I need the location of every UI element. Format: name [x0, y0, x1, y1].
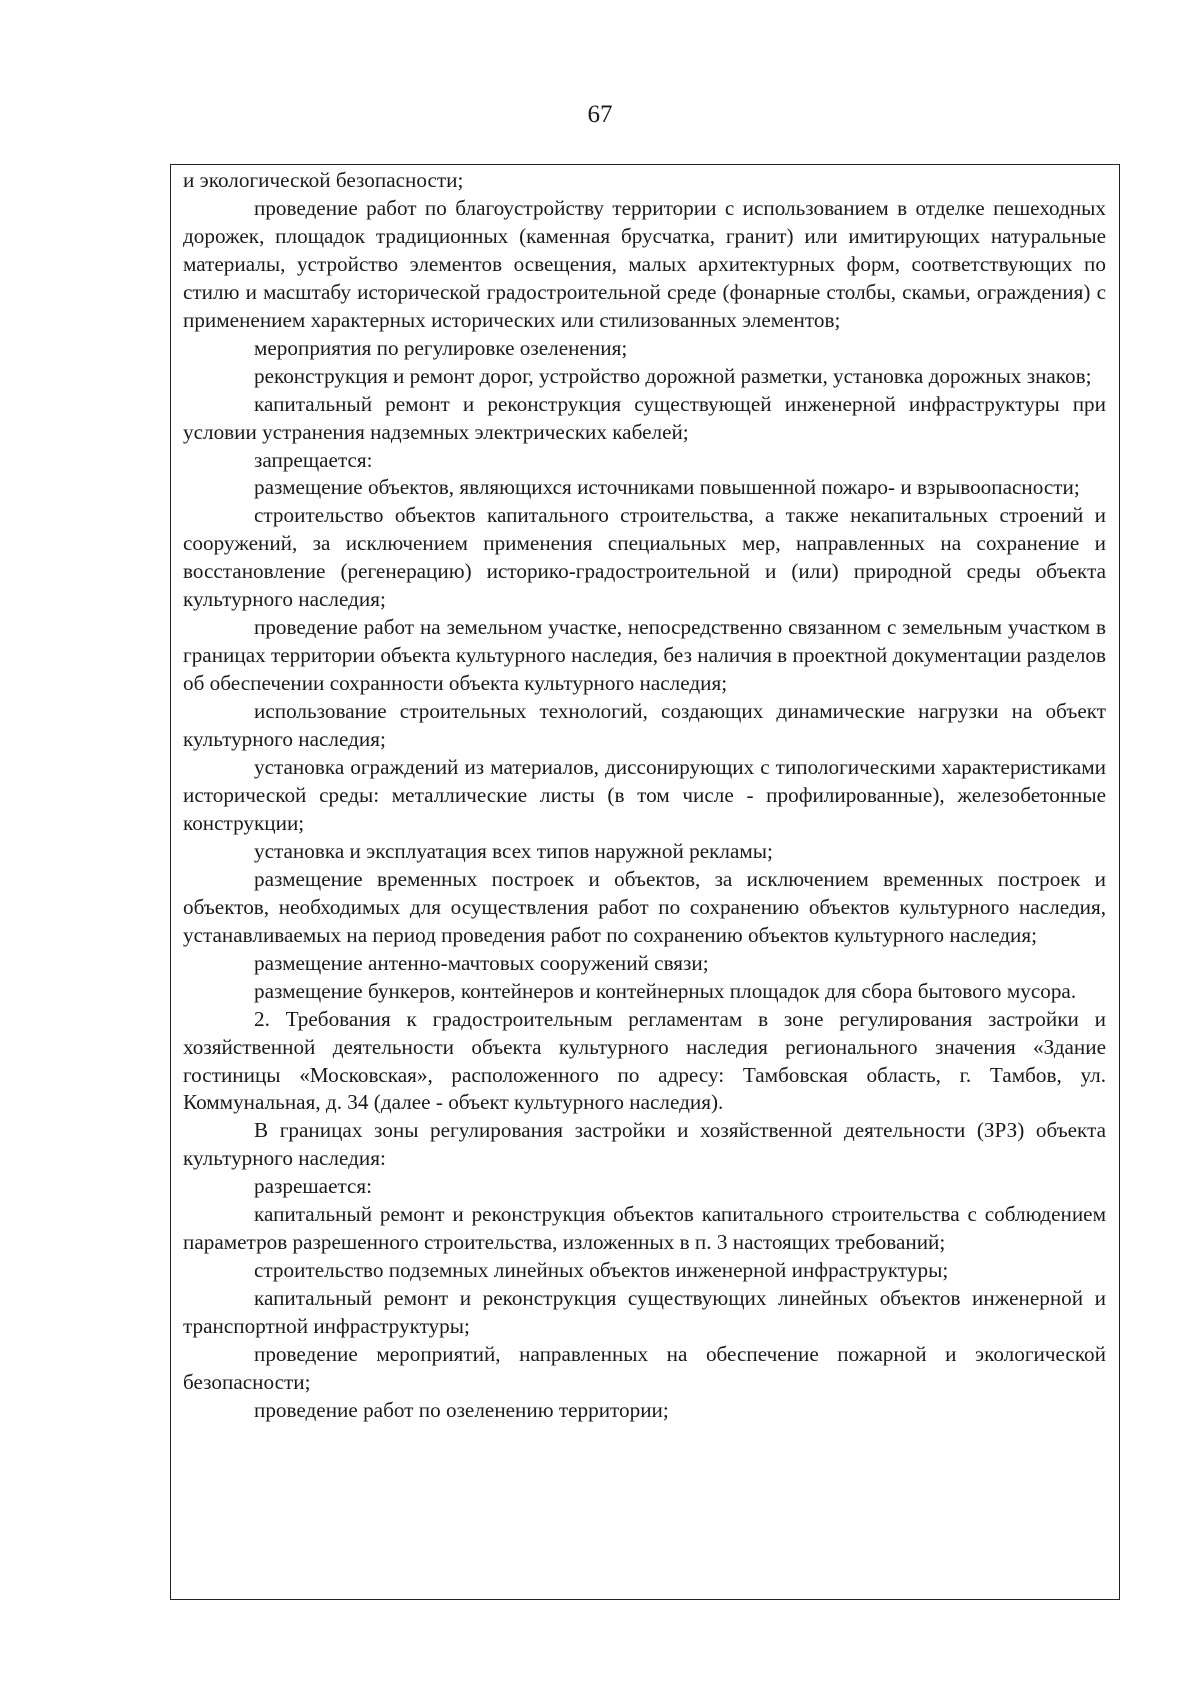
- paragraph: капитальный ремонт и реконструкция объектов капитального строительства с соблюдением параметров разрешенного строительства, изложенных в п. 3 настоящих требований;: [183, 1202, 1106, 1255]
- paragraph: проведение мероприятий, направленных на обеспечение пожарной и экологической безопасности;: [183, 1342, 1106, 1394]
- paragraph: установка ограждений из материалов, диссонирующих с типологическими характеристиками исторической среды: металлические листы (в том числе - профилированные), железобетонные конструкции;: [183, 755, 1106, 835]
- page-number: 67: [587, 101, 613, 128]
- paragraph: проведение работ на земельном участке, непосредственно связанном с земельным участком в границах территории объекта культурного наследия, без наличия в проектной документации разделов об обеспечении сохранности объекта культурного наследия;: [183, 615, 1106, 696]
- paragraph: разрешается:: [254, 1174, 373, 1199]
- paragraph: реконструкция и ремонт дорог, устройство дорожной разметки, установка дорожных знаков;: [254, 363, 1092, 388]
- paragraph: строительство объектов капитального строительства, а также некапитальных строений и сооружений, за исключением применения специальных мер, направленных на сохранение и восстановление (регенерацию) историко-градостроительной и (или) природной среды объекта культурного наследия;: [183, 503, 1106, 612]
- paragraph: и экологической безопасности;: [183, 168, 464, 192]
- paragraph: размещение бункеров, контейнеров и контейнерных площадок для сбора бытового мусора.: [254, 978, 1077, 1003]
- paragraph: мероприятия по регулировке озеленения;: [254, 335, 628, 360]
- paragraph: запрещается:: [254, 447, 373, 472]
- paragraph: строительство подземных линейных объектов инженерной инфраструктуры;: [254, 1258, 949, 1283]
- paragraph: проведение работ по благоустройству территории с использованием в отделке пешеходных дорожек, площадок традиционных (каменная брусчатка, гранит) или имитирующих натуральные материалы, устройство элементов освещения, малых архитектурных форм, соответствующих по стилю и масштабу исторической градостроительной среде (фонарные столбы, скамьи, ограждения) с применением характерных исторических или стилизованных элементов;: [183, 195, 1106, 332]
- paragraph: проведение работ по озеленению территории;: [254, 1397, 669, 1422]
- paragraph: размещение объектов, являющихся источниками повышенной пожаро- и взрывоопасности;: [254, 475, 1080, 500]
- document-body: [183, 167, 1106, 1425]
- paragraph: установка и эксплуатация всех типов наружной рекламы;: [254, 838, 773, 863]
- paragraph: размещение временных построек и объектов, за исключением временных построек и объектов, необходимых для осуществления работ по сохранению объектов культурного наследия, устанавливаемых на период проведения работ по сохранению объектов культурного наследия;: [183, 866, 1106, 947]
- text-frame: [170, 164, 1120, 1600]
- paragraph: В границах зоны регулирования застройки и хозяйственной деятельности (ЗРЗ) объекта культурного наследия:: [183, 1118, 1106, 1171]
- paragraph: размещение антенно-мачтовых сооружений связи;: [254, 950, 709, 975]
- paragraph: использование строительных технологий, создающих динамические нагрузки на объект культурного наследия;: [183, 699, 1106, 752]
- paragraph: капитальный ремонт и реконструкция существующей инженерной инфраструктуры при условии устранения надземных электрических кабелей;: [183, 391, 1106, 444]
- paragraph: капитальный ремонт и реконструкция существующих линейных объектов инженерной и транспортной инфраструктуры;: [183, 1286, 1106, 1339]
- paragraph: 2. Требования к градостроительным регламентам в зоне регулирования застройки и хозяйственной деятельности объекта культурного наследия регионального значения «Здание гостиницы «Московская», расположенного по адресу: Тамбовская область, г. Тамбов, ул. Коммунальная, д. 34 (далее - объект культурного наследия).: [183, 1006, 1106, 1115]
